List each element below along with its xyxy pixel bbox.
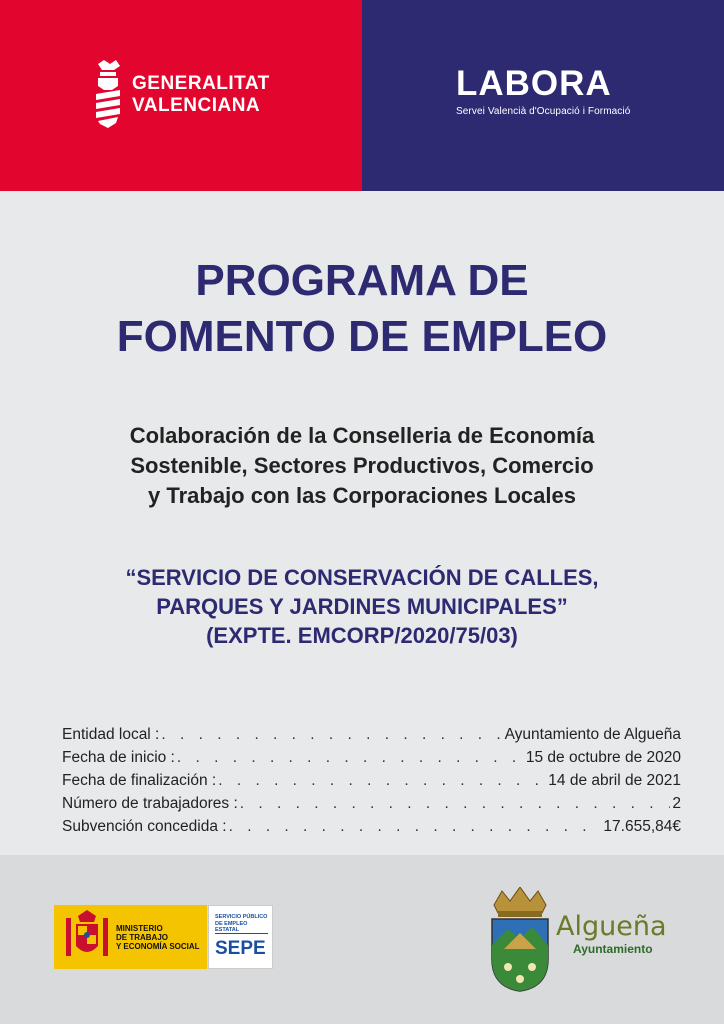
detail-value: 2 — [672, 795, 681, 812]
detail-label: Fecha de inicio : — [62, 749, 175, 766]
generalitat-line1: GENERALITAT — [132, 73, 270, 94]
main-content — [0, 191, 724, 855]
detail-value: 15 de octubre de 2020 — [525, 749, 681, 766]
footer-logos — [0, 855, 724, 1024]
page-title — [0, 253, 724, 365]
collaboration-subtitle — [0, 421, 724, 511]
ministry-line3: Y ECONOMÍA SOCIAL — [116, 941, 200, 951]
project-line-1: “SERVICIO DE CONSERVACIÓN DE CALLES, — [125, 565, 599, 590]
project-details — [62, 723, 681, 838]
sepe-small-line1: SERVICIO PÚBLICO — [215, 914, 268, 920]
detail-value: Ayuntamiento de Algueña — [504, 726, 681, 743]
header-banner — [0, 0, 724, 191]
generalitat-line2: VALENCIANA — [132, 95, 261, 116]
detail-row — [62, 815, 681, 838]
ministry-line2: DE TRABAJO — [116, 932, 169, 942]
title-line-2: FOMENTO DE EMPLEO — [116, 312, 608, 361]
generalitat-panel — [0, 0, 362, 191]
sepe-title: SEPE — [215, 938, 266, 959]
ministry-logo — [54, 905, 207, 969]
labora-logo — [456, 66, 630, 117]
detail-label: Entidad local : — [62, 726, 160, 743]
alguena-name: Algueña — [556, 911, 667, 942]
project-name — [0, 563, 724, 650]
subtitle-line-2: Sostenible, Sectores Productivos, Comercio — [130, 453, 594, 478]
ministry-line1: MINISTERIO — [116, 923, 163, 933]
alguena-coat-of-arms-icon — [488, 887, 552, 993]
detail-label: Subvención concedida : — [62, 818, 227, 835]
detail-value: 17.655,84€ — [603, 818, 681, 835]
project-line-3: (EXPTE. EMCORP/2020/75/03) — [206, 623, 518, 648]
project-line-2: PARQUES Y JARDINES MUNICIPALES” — [156, 594, 568, 619]
alguena-subtitle: Ayuntamiento — [573, 942, 653, 956]
detail-row — [62, 792, 681, 815]
generalitat-logo — [92, 60, 270, 130]
subtitle-line-3: y Trabajo con las Corporaciones Locales — [148, 483, 576, 508]
sepe-small-line2: DE EMPLEO ESTATAL — [215, 920, 248, 933]
detail-row — [62, 723, 681, 746]
labora-subtitle: Servei Valencià d'Ocupació i Formació — [456, 106, 631, 117]
detail-label: Fecha de finalización : — [62, 772, 217, 789]
labora-title: LABORA — [456, 64, 612, 103]
spain-coat-of-arms-icon — [64, 910, 110, 964]
title-line-1: PROGRAMA DE — [195, 256, 529, 305]
detail-value: 14 de abril de 2021 — [548, 772, 681, 789]
generalitat-emblem-icon — [92, 60, 124, 130]
sepe-logo — [208, 905, 273, 969]
detail-row — [62, 769, 681, 792]
detail-row — [62, 746, 681, 769]
subtitle-line-1: Colaboración de la Conselleria de Economía — [129, 423, 595, 448]
labora-panel — [362, 0, 724, 191]
detail-label: Número de trabajadores : — [62, 795, 238, 812]
